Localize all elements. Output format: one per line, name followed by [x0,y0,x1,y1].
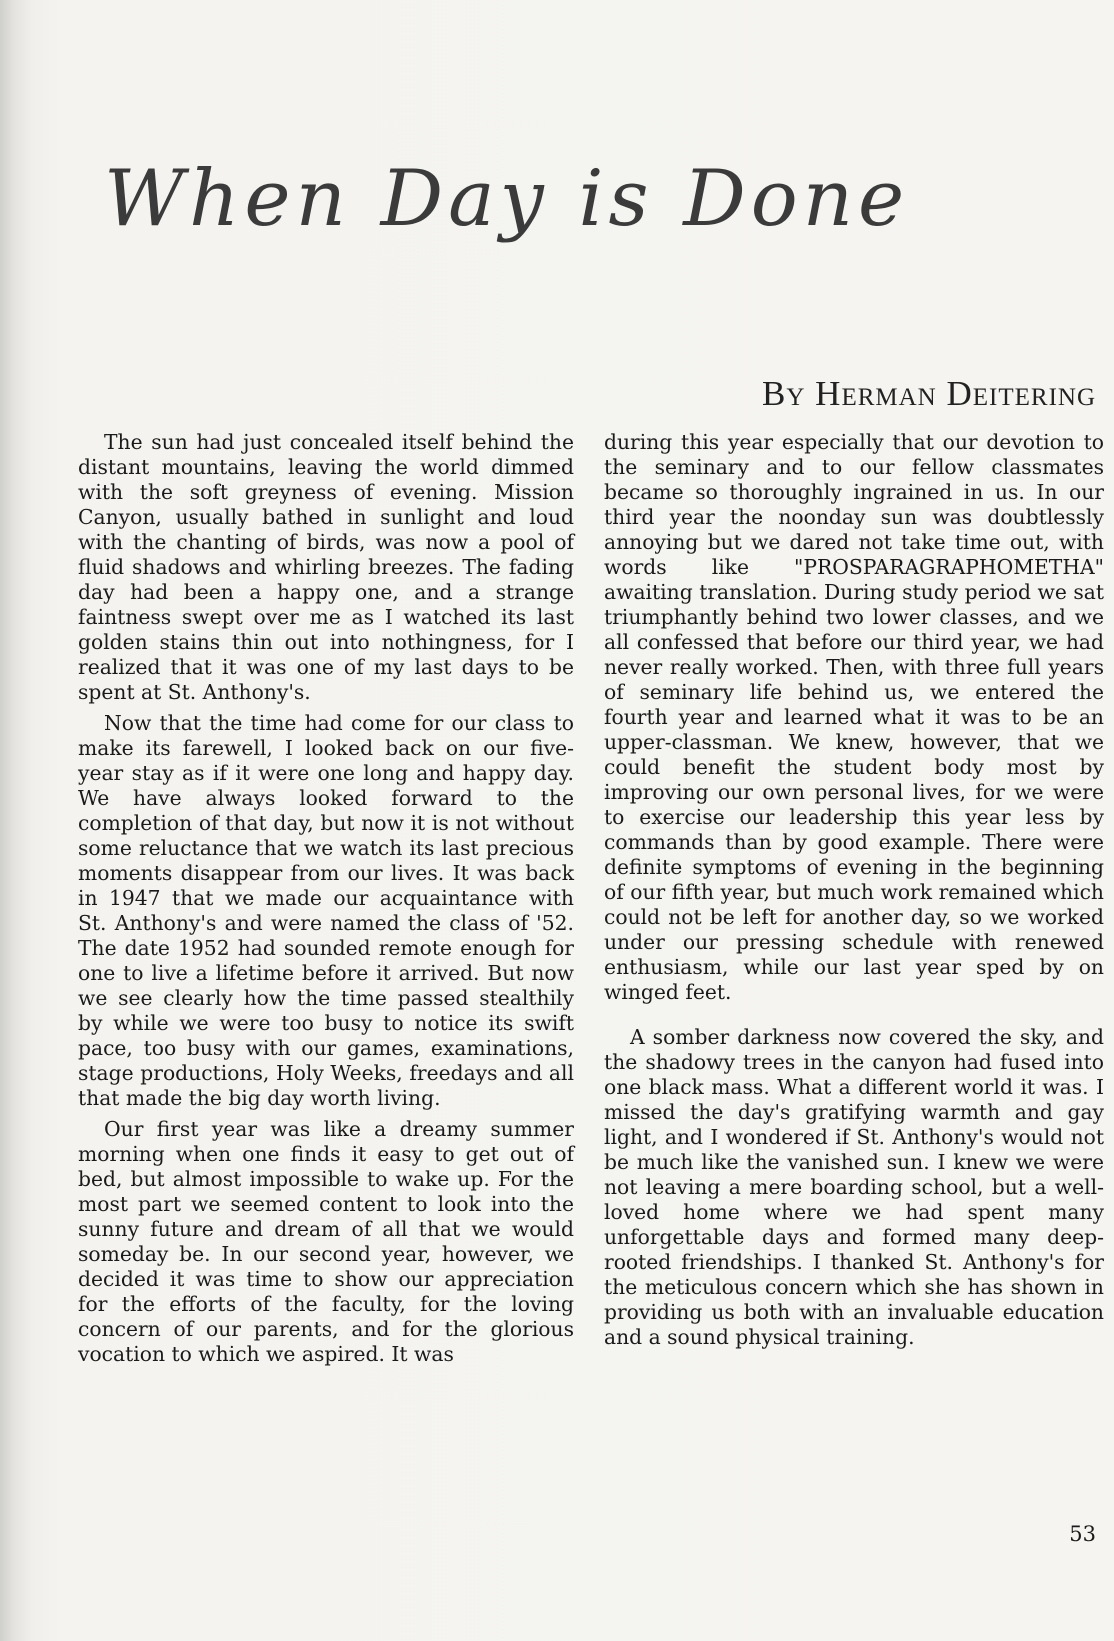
right-column [604,430,1104,1350]
paragraph: A somber darkness now covered the sky, and the shadowy trees in the canyon had fused into one black mass. What a different world it was. I missed the day's gratifying warmth and gay light, and I wondered if St. Anthony's would not be much like the vanished sun. I knew we were not leaving a mere boarding school, but a well-loved home where we had spent many unforgettable days and formed many deep-rooted friendships. I thanked St. Anthony's for the meticulous concern which she has shown in providing us both with an invaluable education and a sound physical training. [604,1025,1104,1349]
left-column [78,430,574,1367]
paragraph: Our first year was like a dreamy summer morning when one finds it easy to get out of bed, but almost impossible to wake up. For the most part we seemed content to look into the sunny future and dream of all that we would someday be. In our second year, however, we decided it was time to show our appreciation for the efforts of the faculty, for the loving concern of our parents, and for the glorious vocation to which we aspired. It was [78,1117,574,1366]
page-number: 53 [1069,1522,1096,1546]
paragraph: The sun had just concealed itself behind the distant mountains, leaving the world dimmed with the soft greyness of evening. Mission Canyon, usually bathed in sunlight and loud with the chanting of birds, was now a pool of fluid shadows and whirling breezes. The fading day had been a happy one, and a strange faintness swept over me as I watched its last golden stains thin out into nothingness, for I realized that it was one of my last days to be spent at St. Anthony's. [78,430,574,704]
article-title: When Day is Done [104,154,910,244]
paragraph: during this year especially that our devotion to the seminary and to our fellow classmates became so thoroughly ingrained in us. In our third year the noonday sun was doubtlessly annoying but we dared not take time out, with words like "PROSPARAGRAPHOMETHA" awaiting translation. During study period we sat triumphantly behind two lower classes, and we all confessed that before our third year, we had never really worked. Then, with three full years of seminary life behind us, we entered the fourth year and learned what it was to be an upper-classman. We knew, however, that we could benefit the student body most by improving our own personal lives, for we were to exercise our leadership this year less by commands than by good example. There were definite symptoms of evening in the beginning of our fifth year, but much work remained which could not be left for another day, so we worked under our pressing schedule with renewed enthusiasm, while our last year sped by on winged feet. [604,430,1104,1004]
article-byline: By Herman Deitering [762,374,1096,413]
paragraph: Now that the time had come for our class to make its farewell, I looked back on our five-year stay as if it were one long and happy day. We have always looked forward to the completion of that day, but now it is not without some reluctance that we watch its last precious moments disappear from our lives. It was back in 1947 that we made our acquaintance with St. Anthony's and were named the class of '52. The date 1952 had sounded remote enough for one to live a lifetime before it arrived. But now we see clearly how the time passed stealthily by while we were too busy to notice its swift pace, too busy with our games, examinations, stage productions, Holy Weeks, freedays and all that made the big day worth living. [78,711,574,1110]
